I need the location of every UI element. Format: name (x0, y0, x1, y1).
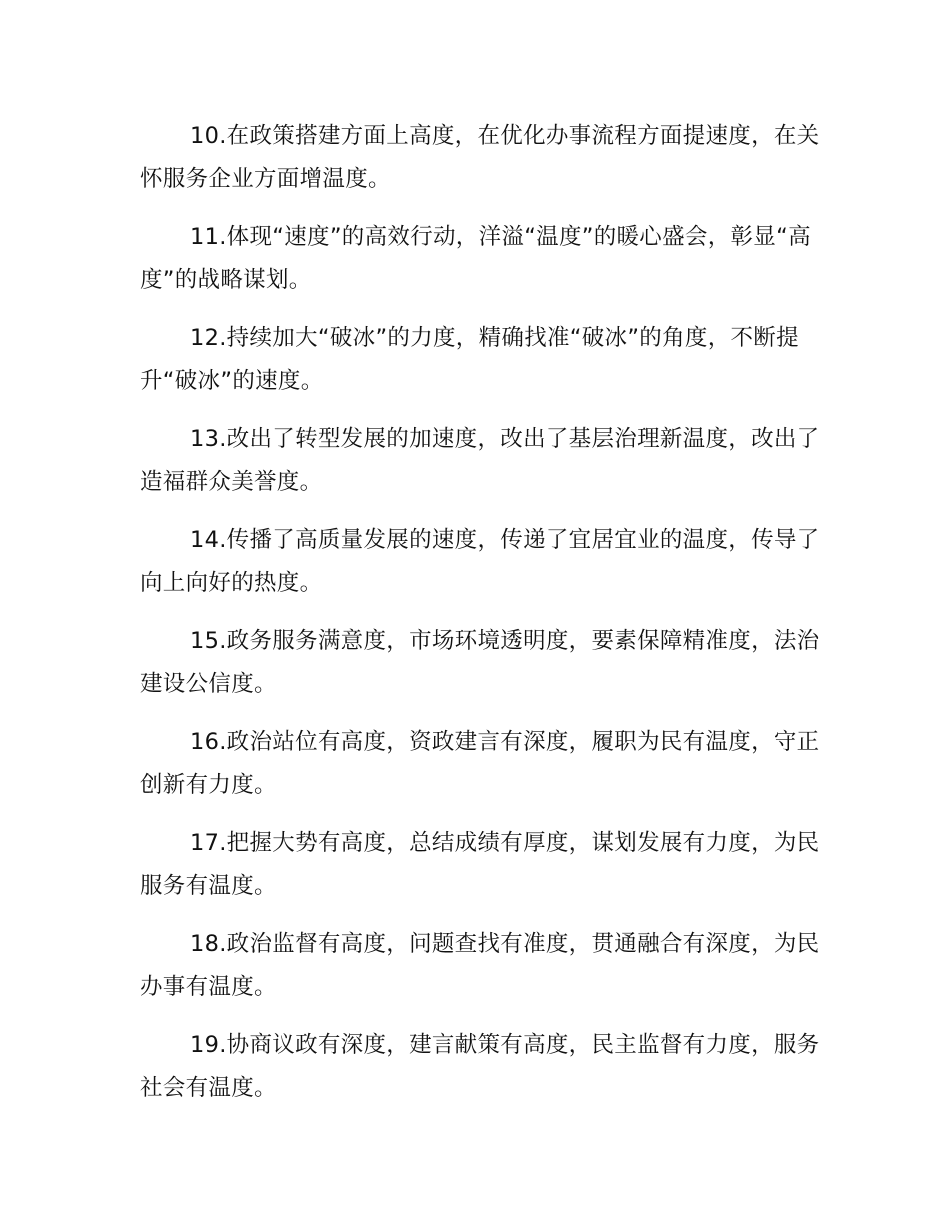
paragraph-19: 19.协商议政有深度，建言献策有高度，民主监督有力度，服务社会有温度。 (140, 1032, 820, 1101)
paragraph-18: 18.政治监督有高度，问题查找有准度，贯通融合有深度，为民办事有温度。 (140, 931, 820, 1000)
paragraph-10: 10.在政策搭建方面上高度，在优化办事流程方面提速度，在关怀服务企业方面增温度。 (140, 123, 820, 192)
paragraph-16: 16.政治站位有高度，资政建言有深度，履职为民有温度，守正创新有力度。 (140, 729, 820, 798)
paragraph-11: 11.体现“速度”的高效行动，洋溢“温度”的暖心盛会，彰显“高度”的战略谋划。 (140, 224, 811, 293)
paragraph-14: 14.传播了高质量发展的速度，传递了宜居宜业的温度，传导了向上向好的热度。 (140, 527, 820, 596)
paragraph-17: 17.把握大势有高度，总结成绩有厚度，谋划发展有力度，为民服务有温度。 (140, 830, 820, 899)
paragraph-13: 13.改出了转型发展的加速度，改出了基层治理新温度，改出了造福群众美誉度。 (140, 426, 820, 495)
document-body (140, 115, 835, 1125)
paragraph-15: 15.政务服务满意度，市场环境透明度，要素保障精准度，法治建设公信度。 (140, 628, 820, 697)
paragraph-12: 12.持续加大“破冰”的力度，精确找准“破冰”的角度，不断提升“破冰”的速度。 (140, 325, 799, 394)
